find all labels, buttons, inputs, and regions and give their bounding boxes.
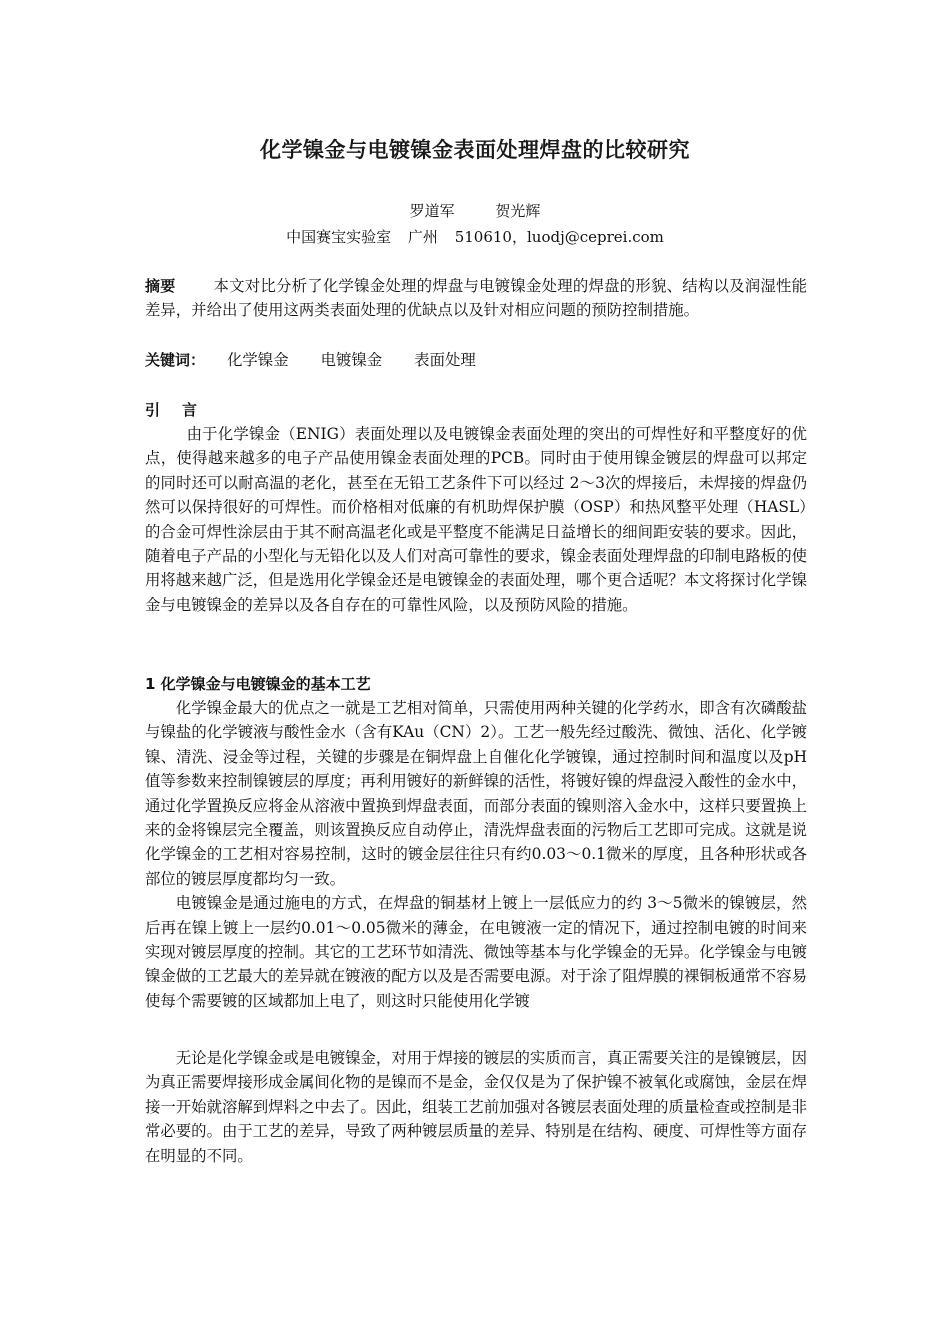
intro-paragraph: [145, 422, 807, 617]
intro-heading: 引言: [145, 401, 220, 419]
keyword: 电镀镍金: [320, 351, 383, 369]
abstract-text: 本文对比分析了化学镍金处理的焊盘与电镀镍金处理的焊盘的形貌、结构以及润湿性能差异，并给出了使用这两类表面处理的优缺点以及针对相应问题的预防控制措施。: [145, 277, 807, 320]
paragraph: 由于化学镍金（ENIG）表面处理以及电镀镍金表面处理的突出的可焊性好和平整度好的优点，使得越来越多的电子产品使用镍金表面处理的PCB。同时由于使用镍金镀层的焊盘可以邦定的同时还可以耐高温的老化，甚至在无铅工艺条件下可以经过 2～3次的焊接后，未焊接的焊盘仍然可以保持很好的可焊性。而价格相对低廉的有机助焊保护膜（OSP）和热风整平处理（HASL）的合金可焊性涂层由于其不耐高温老化或是平整度不能满足日益增长的细间距安装的要求。因此，随着电子产品的小型化与无铅化以及人们对高可靠性的要求，镍金表面处理焊盘的印制电路板的使用将越来越广泛，但是选用化学镍金还是电镀镍金的表面处理，哪个更合适呢？本文将探讨化学镍金与电镀镍金的差异以及各自存在的可靠性风险，以及预防风险的措施。: [145, 425, 807, 614]
author-name: 贺光辉: [495, 202, 541, 220]
affiliation-line: [0, 226, 950, 247]
affiliation-city: 广州: [407, 228, 438, 246]
section-body: [145, 696, 807, 1013]
authors-line: [0, 200, 950, 221]
keyword: 表面处理: [414, 351, 476, 369]
abstract: [145, 274, 807, 323]
keywords-label: 关键词：: [145, 351, 206, 369]
keywords: [145, 348, 807, 372]
author-name: 罗道军: [409, 202, 455, 220]
abstract-label: 摘要: [145, 277, 176, 295]
paragraph: 化学镍金最大的优点之一就是工艺相对简单，只需使用两种关键的化学药水，即含有次磷酸盐与镍盐的化学镀液与酸性金水（含有KAu（CN）2）。工艺一般先经过酸洗、微蚀、活化、化学镀镍、清洗、浸金等过程，关键的步骤是在铜焊盘上自催化化学镀镍，通过控制时间和温度以及pH值等参数来控制镍镀层的厚度；再利用镀好的新鲜镍的活性，将镀好镍的焊盘浸入酸性的金水中，通过化学置换反应将金从溶液中置换到焊盘表面，而部分表面的镍则溶入金水中，这样只要置换上来的金将镍层完全覆盖，则该置换反应自动停止，清洗焊盘表面的污物后工艺即可完成。这就是说化学镍金的工艺相对容易控制，这时的镀金层往往只有约0.03～0.1微米的厚度，且各种形状或各部位的镀层厚度都均匀一致。: [145, 699, 807, 888]
paragraph: 无论是化学镍金或是电镀镍金，对用于焊接的镀层的实质而言，真正需要关注的是镍镀层，因为真正需要焊接形成金属间化物的是镍而不是金，金仅仅是为了保护镍不被氧化或腐蚀，金层在焊接一开始就溶解到焊料之中去了。因此，组装工艺前加强对各镀层表面处理的质量检查或控制是非常必要的。由于工艺的差异，导致了两种镀层质量的差异、特别是在结构、硬度、可焊性等方面存在明显的不同。: [145, 1049, 807, 1165]
affiliation-contact: 510610，luodj@ceprei.com: [454, 228, 664, 246]
keyword: 化学镍金: [227, 351, 289, 369]
paragraph: 电镀镍金是通过施电的方式，在焊盘的铜基材上镀上一层低应力的约 3～5微米的镍镀层，然后再在镍上镀上一层约0.01～0.05微米的薄金，在电镀液一定的情况下，通过控制电镀的时间来实现对镀层厚度的控制。其它的工艺环节如清洗、微蚀等基本与化学镍金的无异。化学镍金与电镀镍金做的工艺最大的差异就在镀液的配方以及是否需要电源。对于涂了阻焊膜的裸铜板通常不容易使每个需要镀的区域都加上电了，则这时只能使用化学镀: [145, 894, 807, 1010]
page-title: 化学镍金与电镀镍金表面处理焊盘的比较研究: [260, 138, 690, 162]
continuation-body: [145, 1046, 807, 1168]
affiliation-org: 中国赛宝实验室: [286, 228, 392, 246]
section-heading: 1 化学镍金与电镀镍金的基本工艺: [145, 675, 371, 693]
